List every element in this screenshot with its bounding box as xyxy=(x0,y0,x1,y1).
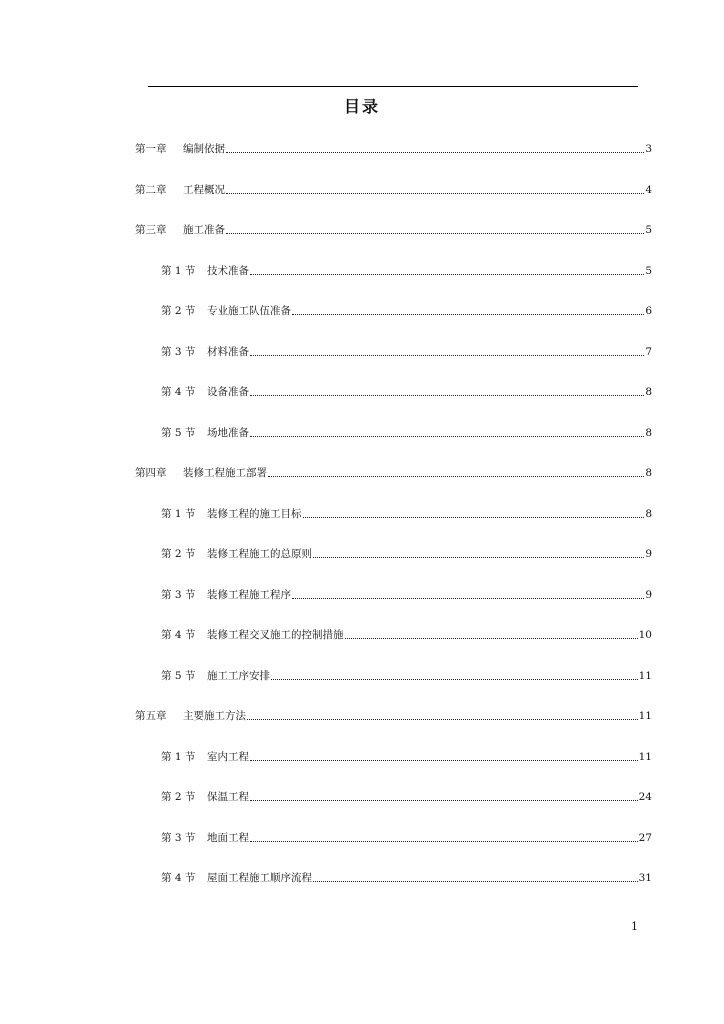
toc-dot-leader xyxy=(268,476,644,477)
toc-dot-leader xyxy=(345,638,638,639)
toc-entry-page-number: 6 xyxy=(645,305,652,317)
toc-entry[interactable] xyxy=(161,586,652,602)
toc-entry-label: 装修工程施工部署 xyxy=(183,467,267,479)
toc-entry-label: 材料准备 xyxy=(207,345,249,358)
toc-entry[interactable] xyxy=(161,383,652,399)
toc-entry-page-number: 31 xyxy=(638,872,652,884)
toc-dot-leader xyxy=(313,881,638,882)
toc-entry-label: 专业施工队伍准备 xyxy=(207,305,291,317)
toc-entry-page-number: 8 xyxy=(645,386,652,398)
toc-entry[interactable] xyxy=(161,667,652,683)
footer-page-number: 1 xyxy=(631,920,638,933)
toc-entry-number: 第 2 节 xyxy=(161,791,196,803)
toc-entry-number: 第一章 xyxy=(135,143,167,155)
toc-entry-label: 设备准备 xyxy=(207,386,249,398)
toc-entry[interactable] xyxy=(161,424,652,440)
toc-entry-label: 地面工程 xyxy=(207,831,249,844)
toc-entry[interactable] xyxy=(135,707,652,723)
toc-entry-page-number: 4 xyxy=(645,183,652,196)
toc-entry-page-number: 24 xyxy=(638,791,652,803)
toc-entry-number: 第 1 节 xyxy=(161,264,196,277)
toc-dot-leader xyxy=(303,517,645,518)
toc-entry[interactable] xyxy=(135,140,652,156)
toc-entry-number: 第 4 节 xyxy=(161,386,196,398)
toc-entry[interactable] xyxy=(161,545,652,561)
toc-entry-page-number: 8 xyxy=(645,467,652,479)
toc-dot-leader xyxy=(226,233,644,234)
toc-entry-page-number: 8 xyxy=(645,507,652,520)
toc-entry-number: 第 4 节 xyxy=(161,872,196,884)
toc-entry-label: 编制依据 xyxy=(183,143,225,155)
toc-dot-leader xyxy=(247,719,638,720)
toc-dot-leader xyxy=(292,598,644,599)
toc-entry-number: 第 5 节 xyxy=(161,426,196,439)
toc-entry-label: 工程概况 xyxy=(183,183,225,196)
toc-entry-page-number: 9 xyxy=(645,588,652,601)
page-title: 目录 xyxy=(343,97,380,116)
toc-entry-number: 第 3 节 xyxy=(161,345,196,358)
toc-entry[interactable] xyxy=(161,748,652,764)
toc-entry-page-number: 10 xyxy=(638,629,652,641)
toc-dot-leader xyxy=(250,841,638,842)
toc-entry-page-number: 9 xyxy=(645,548,652,560)
toc-entry-page-number: 11 xyxy=(638,710,652,722)
toc-entry-label: 装修工程施工的总原则 xyxy=(207,548,312,560)
toc-entry-page-number: 8 xyxy=(645,426,652,439)
toc-entry-page-number: 7 xyxy=(645,345,652,358)
toc-dot-leader xyxy=(226,152,644,153)
toc-entry-page-number: 11 xyxy=(638,669,652,682)
toc-entry[interactable] xyxy=(161,262,652,278)
toc-entry-number: 第 2 节 xyxy=(161,305,196,317)
toc-entry[interactable] xyxy=(161,626,652,642)
toc-entry[interactable] xyxy=(161,869,652,885)
toc-dot-leader xyxy=(226,193,644,194)
toc-entry-page-number: 3 xyxy=(645,143,652,155)
toc-entry-number: 第 4 节 xyxy=(161,629,196,641)
toc-entry-page-number: 27 xyxy=(638,831,652,844)
toc-entry-number: 第四章 xyxy=(135,467,167,479)
toc-dot-leader xyxy=(250,436,644,437)
toc-entry[interactable] xyxy=(161,788,652,804)
header-rule xyxy=(148,86,638,87)
toc-entry-number: 第 1 节 xyxy=(161,507,196,520)
toc-entry-number: 第 2 节 xyxy=(161,548,196,560)
toc-entry-number: 第 3 节 xyxy=(161,831,196,844)
toc-entry-label: 保温工程 xyxy=(207,791,249,803)
toc-entry[interactable] xyxy=(135,181,652,197)
toc-entry-label: 施工准备 xyxy=(183,224,225,236)
toc-entry-label: 装修工程施工程序 xyxy=(207,588,291,601)
toc-dot-leader xyxy=(250,355,644,356)
toc-entry-number: 第二章 xyxy=(135,183,167,196)
toc-entry-number: 第 1 节 xyxy=(161,750,196,763)
toc-entry[interactable] xyxy=(135,464,652,480)
toc-entry-number: 第 3 节 xyxy=(161,588,196,601)
toc-entry[interactable] xyxy=(161,505,652,521)
toc-entry-page-number: 5 xyxy=(645,224,652,236)
toc-entry-label: 屋面工程施工顺序流程 xyxy=(207,872,312,884)
toc-entry[interactable] xyxy=(135,221,652,237)
toc-entry-label: 施工工序安排 xyxy=(207,669,270,682)
toc-entry-label: 装修工程的施工目标 xyxy=(207,507,302,520)
toc-entry-label: 室内工程 xyxy=(207,750,249,763)
toc-dot-leader xyxy=(250,395,644,396)
toc-entry-number: 第三章 xyxy=(135,224,167,236)
toc-dot-leader xyxy=(250,800,638,801)
toc-dot-leader xyxy=(271,679,638,680)
toc-entry-label: 场地准备 xyxy=(207,426,249,439)
toc-entry[interactable] xyxy=(161,829,652,845)
toc-dot-leader xyxy=(292,314,644,315)
toc-entry[interactable] xyxy=(161,302,652,318)
toc-dot-leader xyxy=(250,760,638,761)
toc-entry-label: 装修工程交叉施工的控制措施 xyxy=(207,629,344,641)
toc-entry-number: 第五章 xyxy=(135,710,167,722)
toc-entry-label: 技术准备 xyxy=(207,264,249,277)
toc-entry[interactable] xyxy=(161,343,652,359)
toc-entry-page-number: 11 xyxy=(638,750,652,763)
toc-dot-leader xyxy=(313,557,644,558)
toc-entry-page-number: 5 xyxy=(645,264,652,277)
toc-entry-label: 主要施工方法 xyxy=(183,710,246,722)
toc-dot-leader xyxy=(250,274,644,275)
toc-entry-number: 第 5 节 xyxy=(161,669,196,682)
